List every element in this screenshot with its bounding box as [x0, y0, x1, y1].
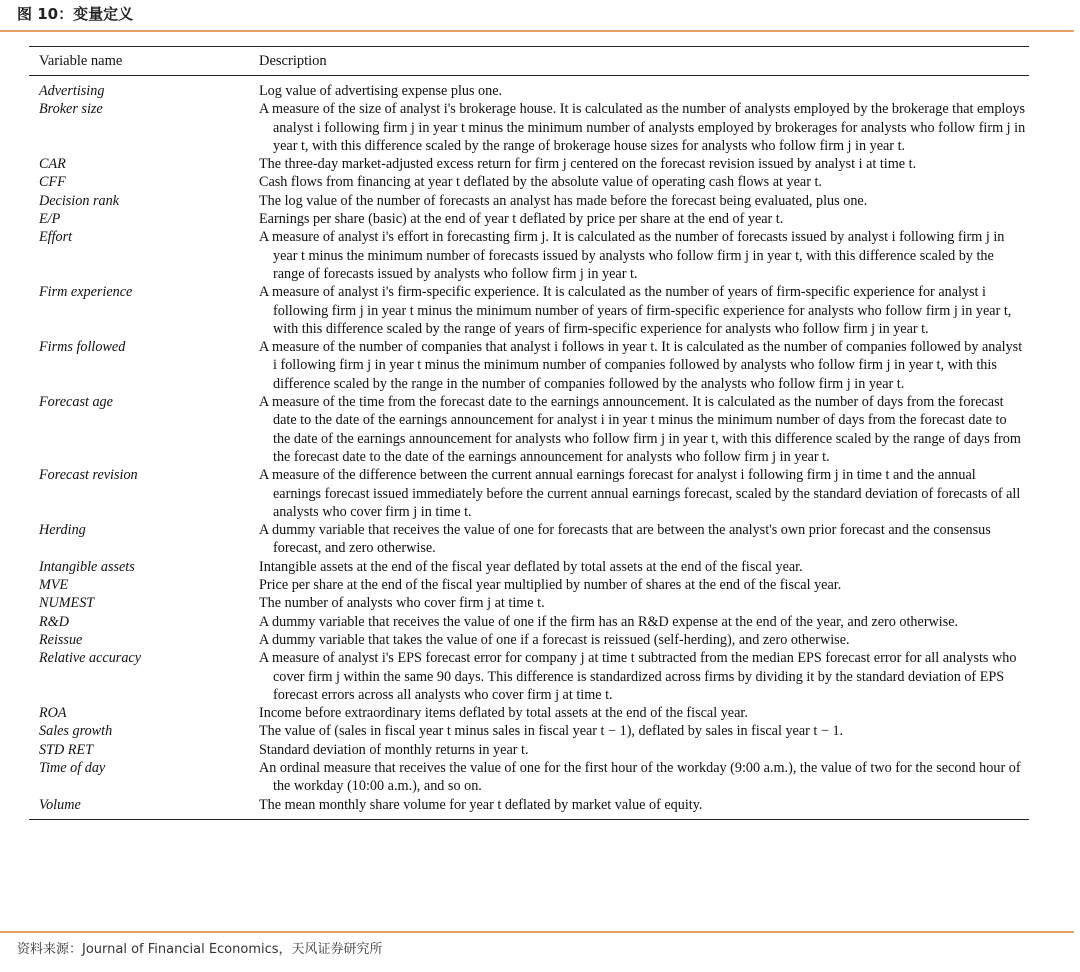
table-row [29, 558, 1029, 576]
table-row [29, 393, 1029, 466]
table-row [29, 100, 1029, 155]
table-row [29, 594, 1029, 612]
variable-description-cell: A dummy variable that receives the value of one if the firm has an R&D expense at the end of the year, and zero otherwise. [259, 613, 959, 630]
variable-name-cell: Sales growth [39, 723, 113, 740]
variable-name-cell: MVE [39, 577, 69, 594]
table-row [29, 576, 1029, 594]
table-row [29, 521, 1029, 558]
variable-description-cell: A measure of the difference between the current annual earnings forecast for analyst i following firm j in time t and the annual earnings forecast issued immediately before the current annual earnings forecast, scaled by the standard deviation of forecasts of all analysts who cover firm j in time t. [259, 467, 1021, 520]
variable-description-cell: An ordinal measure that receives the value of one for the first hour of the workday (9:00 a.m.), the value of two for the second hour of the workday (10:00 a.m.), and so on. [259, 759, 1021, 795]
variable-definition-table [29, 46, 1029, 820]
variable-description-cell: The number of analysts who cover firm j at time t. [259, 595, 545, 612]
table-row [29, 173, 1029, 191]
top-divider [0, 30, 1074, 32]
bottom-divider [0, 931, 1074, 933]
variable-description-cell: The three-day market-adjusted excess return for firm j centered on the forecast revision issued by analyst i at time t. [259, 156, 917, 173]
variable-description-cell: A measure of the size of analyst i's brokerage house. It is calculated as the number of analysts employed by the brokerage that employs analyst i following firm j in year t minus the minimum number of analysts employed by brokerages for analysts who follow firm j in year t, with this difference scaled by the range of brokerage house sizes for analysts who follow firm j in year t. [259, 101, 1026, 154]
variable-name-cell: E/P [39, 211, 61, 228]
variable-description-cell: A measure of the number of companies that analyst i follows in year t. It is calculated as the number of companies followed by analyst i following firm j in year t minus the minimum number of companies followed by analysts who follow firm j in year t, with this difference scaled by the range in the number of companies followed by the analysts who follow firm j in year t. [259, 339, 1023, 392]
variable-name-cell: Effort [39, 229, 73, 246]
variable-description-cell: The log value of the number of forecasts an analyst has made before the forecast being evaluated, plus one. [259, 192, 868, 209]
variable-description-cell: A measure of analyst i's EPS forecast error for company j at time t subtracted from the median EPS forecast error for all analysts who cover firm j within the same 90 days. This difference is standardized across firms by dividing it by the standard deviation of EPS forecast errors across all analysts who cover firm j at time t. [259, 650, 1017, 703]
table-row [29, 466, 1029, 521]
figure-title: 图 10：变量定义 [17, 5, 134, 23]
variable-name-cell: R&D [39, 613, 69, 630]
variable-name-cell: Forecast revision [39, 467, 138, 484]
variable-description-cell: Earnings per share (basic) at the end of year t deflated by price per share at the end of year t. [259, 211, 784, 228]
table-row [29, 210, 1029, 228]
variable-name-cell: Firm experience [39, 284, 133, 301]
table-row [29, 649, 1029, 704]
table-row [29, 722, 1029, 740]
variable-name-cell: STD RET [39, 741, 93, 758]
variable-description-cell: A dummy variable that receives the value of one for forecasts that are between the analyst's own prior forecast and the consensus forecast, and zero otherwise. [259, 522, 991, 557]
table-row [29, 704, 1029, 722]
variable-description-cell: A measure of analyst i's effort in forecasting firm j. It is calculated as the number of forecasts issued by analyst i following firm j in year t minus the minimum number of forecasts issued by analysts who follow firm j in year t, with this difference scaled by the range of forecasts issued by analysts who follow firm j in year t. [259, 229, 1005, 282]
variable-name-cell: Volume [39, 796, 81, 813]
variable-description-cell: A dummy variable that takes the value of one if a forecast is reissued (self-herding), and zero otherwise. [259, 631, 850, 648]
table-row [29, 338, 1029, 393]
table-row [29, 613, 1029, 631]
table-row [29, 741, 1029, 759]
variable-name-cell: CFF [39, 174, 66, 191]
variable-description-cell: Standard deviation of monthly returns in year t. [259, 741, 529, 758]
header-description: Description [259, 53, 327, 69]
variable-name-cell: Intangible assets [39, 558, 135, 575]
variable-name-cell: Reissue [39, 631, 83, 648]
variable-description-cell: Income before extraordinary items deflated by total assets at the end of the fiscal year. [259, 705, 748, 722]
variable-description-cell: Log value of advertising expense plus one. [259, 83, 503, 99]
variable-name-cell: Forecast age [39, 394, 113, 411]
variable-description-cell: Price per share at the end of the fiscal year multiplied by number of shares at the end of the fiscal year. [259, 577, 842, 594]
table-row [29, 796, 1029, 819]
variable-name-cell: Advertising [39, 83, 105, 99]
table-header-row [29, 47, 1029, 75]
variable-name-cell: CAR [39, 156, 66, 173]
table-row [29, 155, 1029, 173]
source-note: 资料来源：Journal of Financial Economics，天风证券研究所 [17, 942, 383, 957]
table-row [29, 76, 1029, 100]
table-bottom-rule [29, 819, 1029, 820]
variable-name-cell: Time of day [39, 759, 106, 776]
variable-name-cell: NUMEST [39, 595, 95, 612]
variable-name-cell: Herding [39, 522, 86, 539]
table-row [29, 192, 1029, 210]
table-row [29, 631, 1029, 649]
variable-name-cell: Firms followed [39, 339, 126, 356]
variable-description-cell: Intangible assets at the end of the fiscal year deflated by total assets at the end of the fiscal year. [259, 558, 803, 575]
variable-description-cell: The value of (sales in fiscal year t minus sales in fiscal year t − 1), deflated by sales in fiscal year t − 1. [259, 723, 844, 740]
table-row [29, 228, 1029, 283]
variable-name-cell: ROA [39, 705, 67, 722]
table-row [29, 283, 1029, 338]
variable-description-cell: A measure of the time from the forecast date to the earnings announcement. It is calculated as the number of days from the forecast date to the date of the earnings announcement for analyst i in year t minus the minimum number of days from the forecast date to the date of the earnings announcement for analysts who follow firm j in year t, with this difference scaled by the range of days from the forecast date to the date of the earnings announcement for analysts who follow firm j in year t. [259, 394, 1021, 465]
variable-name-cell: Relative accuracy [39, 650, 142, 667]
header-variable-name: Variable name [39, 53, 123, 69]
table-row [29, 759, 1029, 796]
variable-name-cell: Decision rank [39, 192, 119, 209]
variable-description-cell: The mean monthly share volume for year t deflated by market value of equity. [259, 796, 703, 813]
variable-description-cell: A measure of analyst i's firm-specific experience. It is calculated as the number of years of firm-specific experience for analyst i following firm j in year t minus the minimum number of years of firm-specific experience for analysts who follow firm j in year t, with this difference scaled by the range of years of firm-specific experience for analysts who follow firm j in year t. [259, 284, 1012, 337]
variable-description-cell: Cash flows from financing at year t deflated by the absolute value of operating cash flows at year t. [259, 174, 822, 191]
variable-name-cell: Broker size [39, 101, 103, 118]
